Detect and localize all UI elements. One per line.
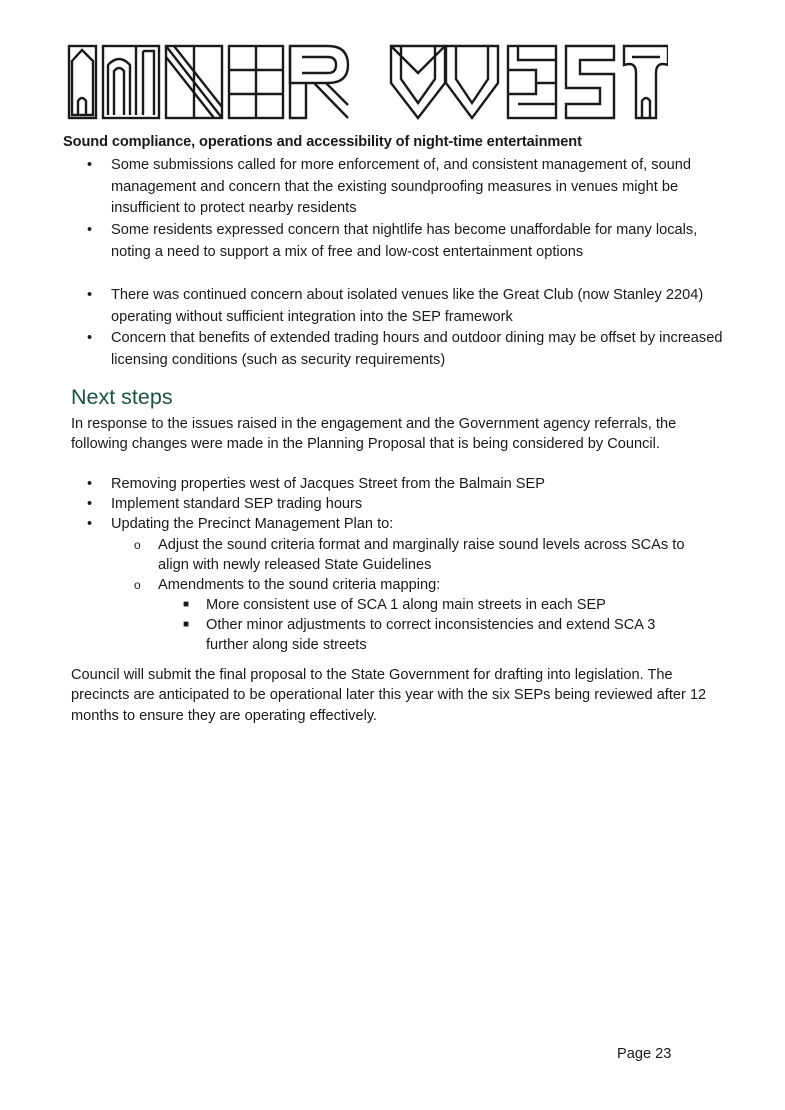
list-item-text: Removing properties west of Jacques Street from the Balmain SEP [111,476,545,492]
sub-sub-list-item-text: Other minor adjustments to correct inconsistencies and extend SCA 3 further along side streets [206,617,656,653]
circle-bullet-marker: o [134,578,141,592]
list-item-text: Some submissions called for more enforcement of, and consistent management of, sound management and concern that the existing soundproofing measures in venues might be insufficient to protect nearby residents [111,157,692,217]
sub-list-item-text: Amendments to the sound criteria mapping: [158,577,441,593]
bullet-marker: • [87,287,93,303]
sub-sub-list-item-text: More consistent use of SCA 1 along main streets in each SEP [206,597,606,613]
next-steps-intro: In response to the issues raised in the engagement and the Government agency referrals, the following changes were made in the Planning Proposal that is being considered by Council. [71,416,677,453]
section-heading: Sound compliance, operations and accessibility of night-time entertainment [63,134,582,150]
list-item-text: Some residents expressed concern that nightlife has become unaffordable for many locals, noting a need to support a mix of free and low-cost entertainment options [111,222,698,260]
inner-west-logo [66,43,668,121]
sub-list-item-text: Adjust the sound criteria format and marginally raise sound levels across SCAs to align with newly released State Guidelines [158,537,685,573]
bullet-marker: • [87,476,93,492]
bullet-marker: • [87,330,93,346]
list-item-text: Implement standard SEP trading hours [111,496,363,512]
list-item-text: There was continued concern about isolated venues like the Great Club (now Stanley 2204) operating without sufficient integration into the SEP framework [111,287,704,325]
closing-paragraph: Council will submit the final proposal to the State Government for drafting into legislation. The precincts are anticipated to be operational later this year with the six SEPs being reviewed after 12 months to ensure they are operating effectively. [71,667,707,724]
bullet-marker: • [87,516,93,532]
bullet-marker: • [87,157,93,173]
list-item-text: Updating the Precinct Management Plan to: [111,516,394,532]
list-item-text: Concern that benefits of extended trading hours and outdoor dining may be offset by increased licensing conditions (such as security requirements) [111,330,723,368]
circle-bullet-marker: o [134,538,141,552]
bullet-marker: • [87,496,93,512]
next-steps-heading: Next steps [71,385,173,409]
square-bullet-marker: ■ [183,599,190,610]
square-bullet-marker: ■ [183,619,190,630]
inner-west-wordmark-icon [66,43,668,121]
page-number: Page 23 [617,1046,672,1062]
bullet-marker: • [87,222,93,238]
